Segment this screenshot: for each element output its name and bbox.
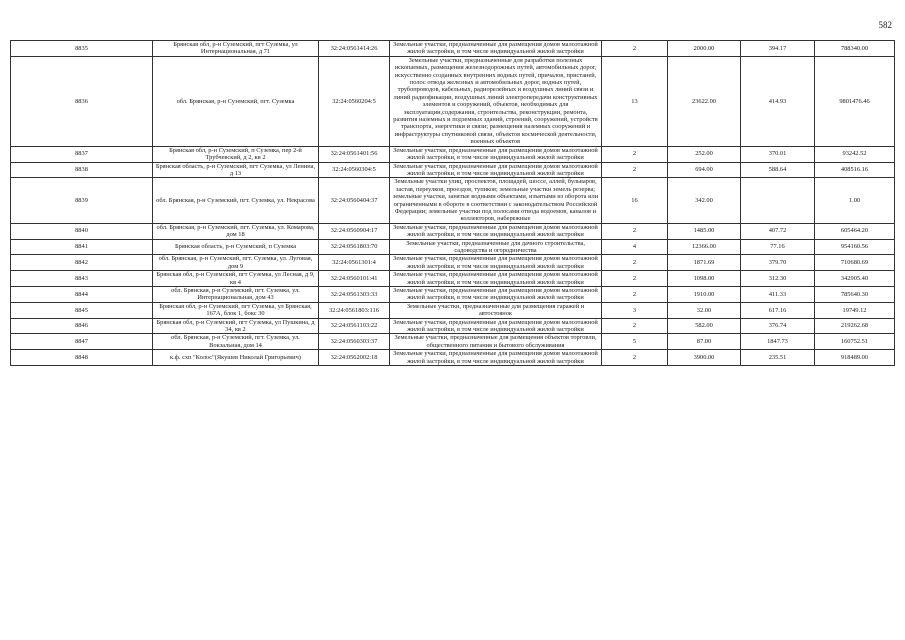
land-use-cell: Земельные участки, предназначенные для размещения домов малоэтажной жилой застройки, в том числе индивидуальной жилой застройки bbox=[390, 223, 602, 239]
use-group-cell: 13 bbox=[602, 56, 668, 146]
area-cell: 1910.00 bbox=[668, 287, 741, 303]
table-row bbox=[11, 41, 895, 57]
specific-value-cell: 1847.73 bbox=[741, 334, 815, 350]
cadastral-value-cell: 93242.52 bbox=[815, 146, 895, 162]
cadastral-number-cell: 32:24:0560204:5 bbox=[319, 56, 390, 146]
area-cell: 1098.00 bbox=[668, 271, 741, 287]
record-number: 8838 bbox=[11, 162, 153, 178]
table-row bbox=[11, 239, 895, 255]
cadastral-number-cell: 32:24:0561103:22 bbox=[319, 318, 390, 334]
record-number: 8842 bbox=[11, 255, 153, 271]
area-cell: 2000.00 bbox=[668, 41, 741, 57]
address-cell: Брянская обл, р-н Суземский, пгт Суземка, ул Пушкина, д 34, кв 2 bbox=[153, 318, 319, 334]
area-cell: 87.00 bbox=[668, 334, 741, 350]
specific-value-cell: 394.17 bbox=[741, 41, 815, 57]
cadastral-value-cell: 918489.00 bbox=[815, 350, 895, 366]
specific-value-cell: 376.74 bbox=[741, 318, 815, 334]
address-cell: обл. Брянская, р-н Суземский, пгт. Суземка, ул. Некрасова bbox=[153, 178, 319, 223]
area-cell: 23622.00 bbox=[668, 56, 741, 146]
record-number: 8840 bbox=[11, 223, 153, 239]
table-row bbox=[11, 334, 895, 350]
specific-value-cell: 370.01 bbox=[741, 146, 815, 162]
land-use-cell: Земельные участки, предназначенные для размещения домов малоэтажной жилой застройки, в том числе индивидуальной жилой застройки bbox=[390, 271, 602, 287]
cadastral-number-cell: 32:24:0561301:4 bbox=[319, 255, 390, 271]
record-number: 8836 bbox=[11, 56, 153, 146]
specific-value-cell: 312.30 bbox=[741, 271, 815, 287]
use-group-cell: 2 bbox=[602, 255, 668, 271]
specific-value-cell: 407.72 bbox=[741, 223, 815, 239]
cadastral-value-cell: 342905.40 bbox=[815, 271, 895, 287]
cadastral-number-cell: 32:24:0562002:18 bbox=[319, 350, 390, 366]
address-cell: Брянская обл, р-н Суземский, пгт Суземка, ул Интернациональная, д 71 bbox=[153, 41, 319, 57]
record-number: 8848 bbox=[11, 350, 153, 366]
address-cell: обл. Брянская, р-н Суземский, пгт. Суземка bbox=[153, 56, 319, 146]
use-group-cell: 2 bbox=[602, 162, 668, 178]
area-cell: 694.00 bbox=[668, 162, 741, 178]
specific-value-cell: 617.16 bbox=[741, 302, 815, 318]
land-use-cell: Земельные участки улиц, проспектов, площадей, шоссе, аллей, бульваров, застав, переулков, проездов, тупиков; земельные участки земель резерва; земельные участки, занятые водными объектами, изъятыми из оборота или ограниченными в обороте в соответствии с законодательством Российской Федерации; земельные участки под полосами отвода водоемов, каналов и коллекторов, набережные bbox=[390, 178, 602, 223]
record-number: 8835 bbox=[11, 41, 153, 57]
use-group-cell: 2 bbox=[602, 223, 668, 239]
cadastral-number-cell: 32:24:0560303:37 bbox=[319, 334, 390, 350]
table-row bbox=[11, 287, 895, 303]
address-cell: Брянская обл, р-н Суземский, п Суземка, пер 2-й Трубчевский, д 2, кв 2 bbox=[153, 146, 319, 162]
use-group-cell: 2 bbox=[602, 146, 668, 162]
use-group-cell: 2 bbox=[602, 318, 668, 334]
record-number: 8841 bbox=[11, 239, 153, 255]
table-row bbox=[11, 350, 895, 366]
cadastral-value-cell: 408516.16 bbox=[815, 162, 895, 178]
specific-value-cell bbox=[741, 178, 815, 223]
table-row bbox=[11, 162, 895, 178]
cadastral-number-cell: 32:24:0561803:116 bbox=[319, 302, 390, 318]
page-number: 582 bbox=[878, 20, 892, 30]
cadastral-value-cell: 219262.68 bbox=[815, 318, 895, 334]
use-group-cell: 2 bbox=[602, 350, 668, 366]
cadastral-number-cell: 32:24:0561803:70 bbox=[319, 239, 390, 255]
area-cell: 12366.00 bbox=[668, 239, 741, 255]
record-number: 8846 bbox=[11, 318, 153, 334]
address-cell: Брянская область, р-н Суземский, пгт Суземка, ул Ленина, д 13 bbox=[153, 162, 319, 178]
specific-value-cell: 379.70 bbox=[741, 255, 815, 271]
land-use-cell: Земельные участки, предназначенные для разработки полезных ископаемых, размещения железнодорожных путей, автомобильных дорог, искусственно созданных внутренних водных путей, причалов, пристаней, полос отвода железных и автомобильных дорог, водных путей, трубопроводов, кабельных, радиорелейных и воздушных линий связи и линий радиофикации, воздушных линий электропередачи конструктивных элементов и сооружений, объектов, необходимых для эксплуатации,содержания, строительства, реконструкции, ремонта, развития наземных и подземных зданий, строений, сооружений, устройств транспорта, энергетики и связи; размещения наземных сооружений и инфраструктуры спутниковой связи, объектов космической деятельности, военных объектов bbox=[390, 56, 602, 146]
record-number: 8843 bbox=[11, 271, 153, 287]
table-row bbox=[11, 271, 895, 287]
address-cell: обл. Брянская, р-н Суземский, пгт. Суземка, ул. Луговая, дом 9 bbox=[153, 255, 319, 271]
record-number: 8845 bbox=[11, 302, 153, 318]
area-cell: 252.00 bbox=[668, 146, 741, 162]
land-use-cell: Земельные участки, предназначенные для размещения домов малоэтажной жилой застройки, в том числе индивидуальной жилой застройки bbox=[390, 287, 602, 303]
cadastral-number-cell: 32:24:0561401:56 bbox=[319, 146, 390, 162]
area-cell: 1485.00 bbox=[668, 223, 741, 239]
specific-value-cell: 77.16 bbox=[741, 239, 815, 255]
table-row bbox=[11, 146, 895, 162]
cadastral-number-cell: 32:24:0560101:41 bbox=[319, 271, 390, 287]
table-row bbox=[11, 318, 895, 334]
address-cell: обл. Брянская, р-н Суземский, пгт. Суземка, ул. Вокзальная, дом 14 bbox=[153, 334, 319, 350]
use-group-cell: 2 bbox=[602, 41, 668, 57]
table-row bbox=[11, 56, 895, 146]
land-use-cell: Земельные участки, предназначенные для размещения домов малоэтажной жилой застройки, в том числе индивидуальной жилой застройки bbox=[390, 350, 602, 366]
cadastral-number-cell: 32:24:0561414:26 bbox=[319, 41, 390, 57]
area-cell: 32.00 bbox=[668, 302, 741, 318]
use-group-cell: 16 bbox=[602, 178, 668, 223]
address-cell: обл. Брянская, р-н Суземский, пгт. Суземка, ул. Комарова, дом 18 bbox=[153, 223, 319, 239]
cadastral-value-cell: 954160.56 bbox=[815, 239, 895, 255]
address-cell: к.ф. схп "Колос"(Якушев Николай Григорьевич) bbox=[153, 350, 319, 366]
address-cell: Брянская обл, р-н Суземский, пгт Суземка, ул Лесная, д 9, кв 4 bbox=[153, 271, 319, 287]
land-use-cell: Земельные участки, предназначенные для размещения гаражей и автостоянок bbox=[390, 302, 602, 318]
cadastral-value-cell: 710680.69 bbox=[815, 255, 895, 271]
cadastral-number-cell: 32:24:0560304:5 bbox=[319, 162, 390, 178]
cadastral-value-cell: 19749.12 bbox=[815, 302, 895, 318]
record-number: 8837 bbox=[11, 146, 153, 162]
address-cell: Брянская обл, р-н Суземский, пгт Суземка, ул Брянская, 167А, блок 1, бокс 30 bbox=[153, 302, 319, 318]
table-row bbox=[11, 223, 895, 239]
cadastral-number-cell: 32:24:0561303:33 bbox=[319, 287, 390, 303]
land-use-cell: Земельные участки, предназначенные для размещения домов малоэтажной жилой застройки, в том числе индивидуальной жилой застройки bbox=[390, 41, 602, 57]
address-cell: обл. Брянская, р-н Суземский, пгт. Суземка, ул. Интернациональная, дом 43 bbox=[153, 287, 319, 303]
address-cell: Брянская область, р-н Суземский, п Суземка bbox=[153, 239, 319, 255]
register-body bbox=[11, 41, 895, 366]
specific-value-cell: 235.51 bbox=[741, 350, 815, 366]
cadastral-value-cell: 785640.30 bbox=[815, 287, 895, 303]
use-group-cell: 2 bbox=[602, 271, 668, 287]
record-number: 8847 bbox=[11, 334, 153, 350]
area-cell: 1871.69 bbox=[668, 255, 741, 271]
area-cell: 342.00 bbox=[668, 178, 741, 223]
cadastral-value-cell: 160752.51 bbox=[815, 334, 895, 350]
area-cell: 582.00 bbox=[668, 318, 741, 334]
table-row bbox=[11, 178, 895, 223]
cadastral-value-cell: 1.00 bbox=[815, 178, 895, 223]
cadastral-value-cell: 788340.00 bbox=[815, 41, 895, 57]
land-use-cell: Земельные участки, предназначенные для размещения домов малоэтажной жилой застройки, в том числе индивидуальной жилой застройки bbox=[390, 146, 602, 162]
table-row bbox=[11, 302, 895, 318]
cadastral-number-cell: 32:24:0560404:37 bbox=[319, 178, 390, 223]
table-row bbox=[11, 255, 895, 271]
land-use-cell: Земельные участки, предназначенные для размещения домов малоэтажной жилой застройки, в том числе индивидуальной жилой застройки bbox=[390, 318, 602, 334]
land-use-cell: Земельные участки, предназначенные для дачного строительства, садоводства и огородничества bbox=[390, 239, 602, 255]
use-group-cell: 5 bbox=[602, 334, 668, 350]
record-number: 8844 bbox=[11, 287, 153, 303]
land-use-cell: Земельные участки, предназначенные для размещения объектов торговли, общественного питания и бытового обслуживания bbox=[390, 334, 602, 350]
use-group-cell: 4 bbox=[602, 239, 668, 255]
specific-value-cell: 588.64 bbox=[741, 162, 815, 178]
record-number: 8839 bbox=[11, 178, 153, 223]
specific-value-cell: 411.33 bbox=[741, 287, 815, 303]
specific-value-cell: 414.93 bbox=[741, 56, 815, 146]
cadastral-value-cell: 9801476.46 bbox=[815, 56, 895, 146]
land-use-cell: Земельные участки, предназначенные для размещения домов малоэтажной жилой застройки, в том числе индивидуальной жилой застройки bbox=[390, 255, 602, 271]
area-cell: 3900.00 bbox=[668, 350, 741, 366]
cadastral-register-table bbox=[10, 40, 895, 366]
cadastral-number-cell: 32:24:0560904:17 bbox=[319, 223, 390, 239]
cadastral-value-cell: 605464.20 bbox=[815, 223, 895, 239]
use-group-cell: 2 bbox=[602, 287, 668, 303]
land-use-cell: Земельные участки, предназначенные для размещения домов малоэтажной жилой застройки, в том числе индивидуальной жилой застройки bbox=[390, 162, 602, 178]
use-group-cell: 3 bbox=[602, 302, 668, 318]
